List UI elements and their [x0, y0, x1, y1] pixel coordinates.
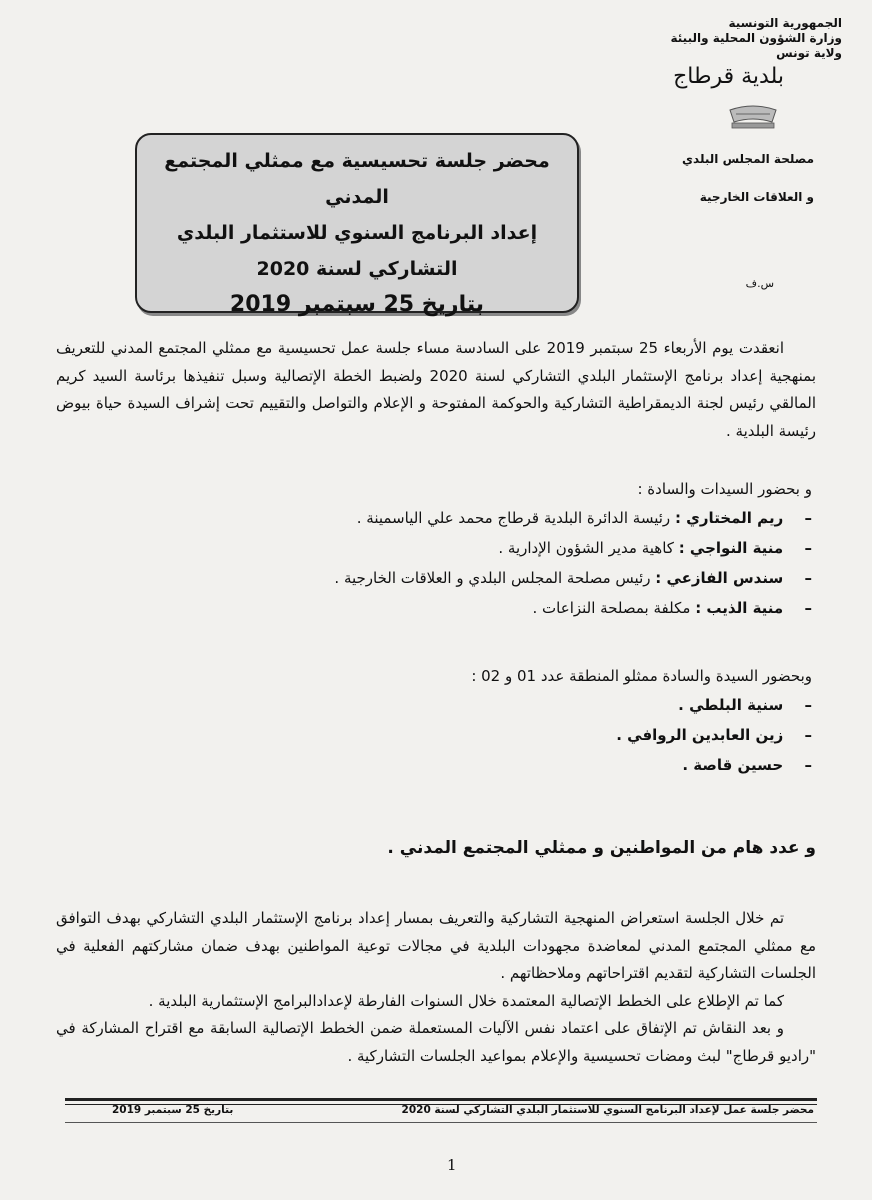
zone-intro: وبحضور السيدة والسادة ممثلو المنطقة عدد 01 و 02 :	[471, 667, 812, 685]
intro-text: انعقدت يوم الأربعاء 25 سبتمبر 2019 على السادسة مساء جلسة عمل تحسيسية مع ممثلي المجتمع المدني للتعريف بمنهجية إعداد برنامج الإستثمار البلدي التشاركي لسنة 2020 ولضبط الخطة الإتصالية وسبل تنفيذها برئاسة السيد كريم المالقي رئيس لجنة الديمقراطية التشاركية والحوكمة المفتوحة و الإعلام والتواصل والتقييم تحت إشراف السيدة حياة بيوض رئيسة البلدية .	[56, 339, 816, 440]
list-item: – ريم المختاري : رئيسة الدائرة البلدية قرطاج محمد علي الياسمينة .	[356, 509, 812, 527]
list-item: – منية الذيب : مكلفة بمصلحة النزاعات .	[532, 599, 812, 617]
attendee-role: مكلفة بمصلحة النزاعات .	[532, 599, 691, 617]
page-number: 1	[447, 1156, 457, 1174]
reference-code: س.ف	[745, 277, 774, 290]
footer-underline	[65, 1122, 817, 1123]
citizens-line: و عدد هام من المواطنين و ممثلي المجتمع المدني .	[387, 838, 816, 858]
municipality-emblem	[724, 104, 782, 132]
attendee-name: منية النواجي :	[678, 539, 784, 557]
attendees-list	[92, 475, 812, 623]
body-paragraph-1: تم خلال الجلسة استعراض المنهجية التشاركية والتعريف بمسار إعداد برنامج الإستثمار البلدي التشاركي بهدف التوافق مع ممثلي المجتمع المدني لمعاضدة مجهودات البلدية في مجالات توعية المواطنين بهدف ضمان مشاركتهم الفعلية في الجلسات التشاركية لتقديم اقتراحاتهم وملاحظاتهم .	[56, 909, 816, 982]
list-item: – حسين قاصة .	[682, 756, 812, 774]
attendee-role: رئيسة الدائرة البلدية قرطاج محمد علي الياسمينة .	[356, 509, 671, 527]
body-paragraph-2: كما تم الإطلاع على الخطط الإتصالية المعتمدة خلال السنوات الفارطة لإعدادالبرامج الإستثمارية البلدية .	[148, 991, 784, 1010]
department-line-2: و العلاقات الخارجية	[699, 190, 814, 204]
zone-representatives-list	[92, 662, 812, 780]
title-box	[135, 133, 579, 317]
attendee-name: سندس الفازعي :	[655, 569, 784, 587]
ministry-line: وزارة الشؤون المحلية والبيئة	[670, 31, 842, 45]
list-item: – منية النواجي : كاهية مدير الشؤون الإدارية .	[498, 539, 812, 557]
governorate-line: ولاية تونس	[776, 46, 842, 60]
title-line-2: إعداد البرنامج السنوي للاستثمار البلدي	[176, 222, 538, 244]
municipality-name: بلدية قرطاج	[673, 64, 784, 89]
attendee-role: رئيس مصلحة المجلس البلدي و العلاقات الخارجية .	[334, 569, 651, 587]
representative-name: سنية البلطي .	[678, 696, 784, 714]
attendees-intro: و بحضور السيدات والسادة :	[637, 480, 812, 498]
republic-line: الجمهورية التونسية	[728, 16, 842, 30]
list-item: – زين العابدين الروافي .	[616, 726, 812, 744]
title-date: بتاريخ 25 سبتمبر 2019	[229, 292, 485, 317]
list-item: – سندس الفازعي : رئيس مصلحة المجلس البلدي و العلاقات الخارجية .	[334, 569, 812, 587]
footer-divider	[65, 1098, 817, 1101]
attendee-name: منية الذيب :	[695, 599, 784, 617]
letterhead	[602, 16, 842, 91]
body-paragraph-3: و بعد النقاش تم الإتفاق على اعتماد نفس الآليات المستعملة ضمن الخطط الإتصالية السابقة مع اقتراح المشاركة في "راديو قرطاج" لبث ومضات تحسيسية والإعلام بمواعيد الجلسات التشاركية .	[56, 1019, 816, 1065]
list-item: – سنية البلطي .	[678, 696, 812, 714]
footer-date: بتاريخ 25 سبتمبر 2019	[112, 1104, 234, 1116]
representative-name: حسين قاصة .	[682, 756, 784, 774]
attendee-role: كاهية مدير الشؤون الإدارية .	[498, 539, 674, 557]
attendee-name: ريم المختاري :	[674, 509, 784, 527]
footer-title: محضر جلسة عمل لإعداد البرنامج السنوي للاستثمار البلدي التشاركي لسنة 2020	[401, 1104, 814, 1116]
department-line-1: مصلحة المجلس البلدي	[682, 152, 814, 166]
intro-paragraph	[56, 335, 816, 445]
representative-name: زين العابدين الروافي .	[616, 726, 784, 744]
title-line-3: التشاركي لسنة 2020	[256, 258, 458, 280]
title-line-1: محضر جلسة تحسيسية مع ممثلي المجتمع المدني	[164, 150, 550, 208]
body-paragraphs	[56, 905, 816, 1070]
